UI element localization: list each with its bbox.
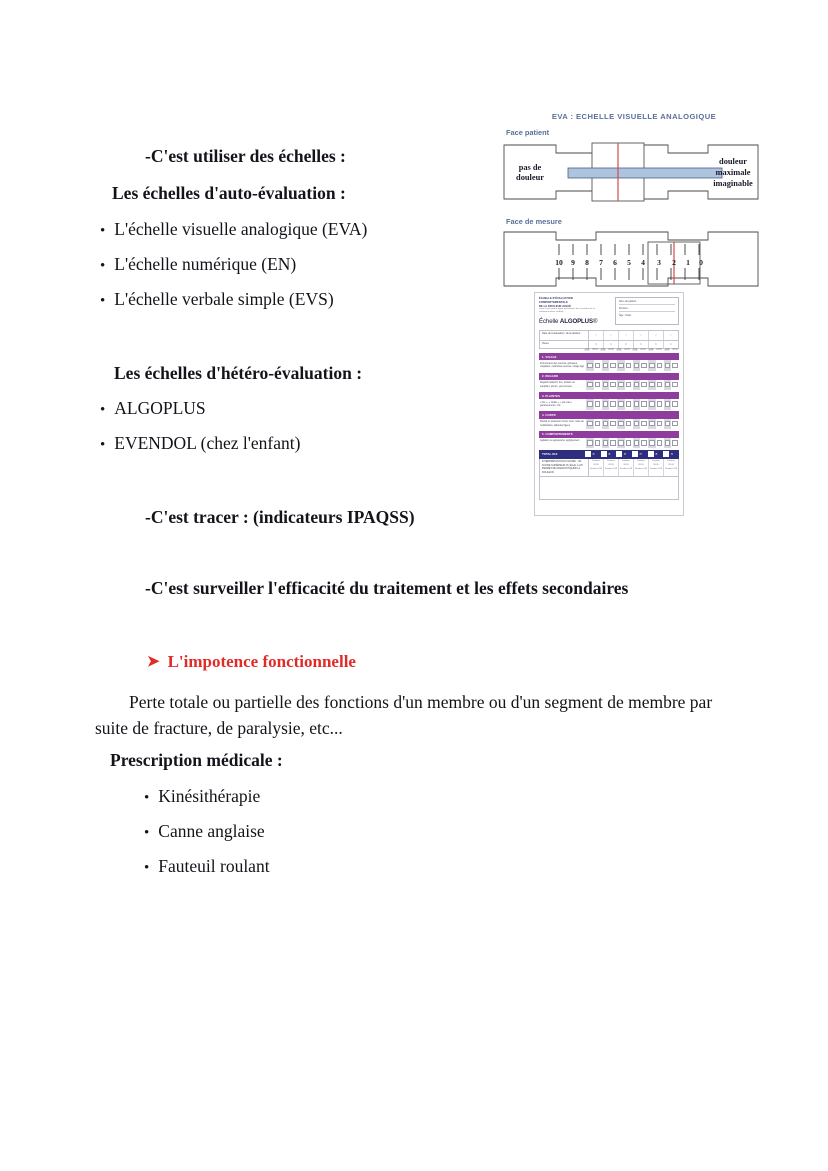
checkbox[interactable] bbox=[634, 440, 639, 445]
algoplus-interpretation-label: INTERPRÉTATION DU SCORE : UN SCORE SUPÉRIEUR OU ÉGAL À 2/5 PERMET DE DIAGNOSTIQUER LA DOULEUR bbox=[540, 459, 589, 476]
table-cell: h bbox=[670, 342, 672, 346]
list-item bbox=[100, 289, 367, 311]
checkbox-column[interactable] bbox=[609, 438, 617, 448]
checkbox-column[interactable] bbox=[586, 360, 594, 371]
heading-hetero-evaluation: Les échelles d'hétéro-évaluation : bbox=[114, 363, 363, 383]
algoplus-meta-cells bbox=[589, 341, 678, 348]
checkbox-column[interactable] bbox=[633, 419, 641, 430]
checkbox[interactable] bbox=[618, 401, 623, 406]
ouinon-pair bbox=[663, 349, 679, 352]
checkbox[interactable] bbox=[603, 382, 608, 387]
algoplus-total-label: TOTAL OUI bbox=[542, 452, 558, 457]
checkbox[interactable] bbox=[618, 363, 623, 368]
algoplus-field-prenom: Prénom : bbox=[619, 307, 675, 312]
eva-face-mesure-diagram bbox=[500, 228, 762, 290]
checkbox[interactable] bbox=[649, 401, 654, 406]
heading-impotence-label: L'impotence fonctionnelle bbox=[167, 652, 356, 671]
table-cell: h bbox=[589, 341, 604, 348]
checkbox[interactable] bbox=[641, 401, 646, 406]
svg-text:10: 10 bbox=[555, 258, 563, 267]
algoplus-kicker-line3: DE LA DOULEUR AIGUË bbox=[539, 304, 571, 308]
algoplus-section-body bbox=[539, 399, 679, 410]
prescription-list bbox=[144, 786, 270, 878]
total-checkbox[interactable] bbox=[585, 451, 591, 457]
svg-text:9: 9 bbox=[571, 258, 575, 267]
checkbox[interactable] bbox=[626, 401, 631, 406]
non-label: NON bbox=[672, 349, 678, 352]
list-item-label: L'échelle visuelle analogique (EVA) bbox=[114, 219, 368, 239]
algoplus-header-left bbox=[539, 297, 611, 325]
checkbox-column[interactable] bbox=[640, 380, 648, 391]
checkbox[interactable] bbox=[610, 440, 615, 445]
checkbox-column[interactable] bbox=[609, 399, 617, 410]
ouinon-pair bbox=[583, 349, 599, 352]
checkbox[interactable] bbox=[587, 421, 592, 426]
bullet-icon: • bbox=[100, 402, 106, 418]
non-label: NON bbox=[608, 349, 614, 352]
eva-face-mesure-label: Face de mesure bbox=[506, 217, 562, 226]
checkbox-column[interactable] bbox=[625, 438, 633, 448]
checkbox-column[interactable] bbox=[640, 438, 648, 448]
checkbox-column[interactable] bbox=[640, 419, 648, 430]
list-item bbox=[100, 398, 300, 420]
checkbox-column[interactable] bbox=[594, 360, 602, 371]
checkbox[interactable] bbox=[634, 382, 639, 387]
algoplus-field-nom: Nom du patient : bbox=[619, 300, 675, 305]
checkbox-column[interactable] bbox=[664, 419, 672, 430]
total-cell bbox=[629, 451, 645, 457]
total-checkbox[interactable] bbox=[601, 451, 607, 457]
checkbox[interactable] bbox=[657, 440, 662, 445]
ouinon-pair bbox=[599, 349, 615, 352]
algoplus-section-band: 5. COMPORTEMENTS bbox=[539, 431, 679, 438]
checkbox[interactable] bbox=[595, 440, 600, 445]
algoplus-brand bbox=[539, 318, 611, 325]
table-cell: / bbox=[604, 331, 619, 340]
svg-text:douleur: douleur bbox=[719, 157, 747, 166]
algoplus-kicker-line2: COMPORTEMENTALE bbox=[539, 300, 568, 304]
list-item-label: EVENDOL (chez l'enfant) bbox=[114, 432, 301, 453]
total-checkbox[interactable] bbox=[616, 451, 622, 457]
oui-label: OUI bbox=[633, 349, 638, 352]
table-cell: h bbox=[604, 341, 619, 348]
checkbox-column[interactable] bbox=[586, 399, 594, 410]
checkbox-column[interactable] bbox=[594, 438, 602, 448]
eva-figure-title: EVA : ECHELLE VISUELLE ANALOGIQUE bbox=[551, 112, 717, 121]
svg-text:douleur: douleur bbox=[516, 173, 544, 182]
checkbox[interactable] bbox=[626, 382, 631, 387]
eva-face-patient-label: Face patient bbox=[506, 128, 550, 137]
ouinon-pair bbox=[615, 349, 631, 352]
checkbox-column[interactable] bbox=[602, 380, 610, 391]
checkbox[interactable] bbox=[595, 382, 600, 387]
svg-text:0: 0 bbox=[699, 258, 703, 267]
checkbox-column[interactable] bbox=[617, 399, 625, 410]
bullet-icon: • bbox=[144, 824, 150, 841]
checkbox[interactable] bbox=[603, 421, 608, 426]
algoplus-blank-tail bbox=[539, 477, 679, 500]
oui-label: OUI bbox=[585, 349, 590, 352]
total-score: /5 bbox=[608, 452, 611, 456]
algoplus-checkbox-grid bbox=[586, 438, 679, 448]
total-cell bbox=[582, 451, 598, 457]
checkbox[interactable] bbox=[595, 401, 600, 406]
heading-prescription-medicale: Prescription médicale : bbox=[110, 750, 283, 770]
checkbox[interactable] bbox=[672, 440, 677, 445]
checkbox[interactable] bbox=[672, 382, 677, 387]
checkbox-column[interactable] bbox=[602, 419, 610, 430]
checkbox-column[interactable] bbox=[664, 438, 672, 448]
checkbox-column[interactable] bbox=[594, 419, 602, 430]
table-cell: h bbox=[649, 341, 664, 348]
eva-scale-figure bbox=[500, 112, 768, 290]
svg-text:2: 2 bbox=[672, 258, 676, 267]
bullet-icon: • bbox=[100, 292, 106, 309]
checkbox[interactable] bbox=[618, 421, 623, 426]
checkbox-column[interactable] bbox=[594, 399, 602, 410]
algoplus-kicker-sub: chez la personne âgée présentant des troubles de la communication verbale bbox=[539, 308, 596, 314]
checkbox[interactable] bbox=[641, 382, 646, 387]
checkbox[interactable] bbox=[603, 363, 608, 368]
algoplus-section-band: 4. CORPS bbox=[539, 411, 679, 418]
bullet-icon: • bbox=[144, 790, 150, 806]
interpretation-cell: Douleur NON Douleur OUI bbox=[604, 459, 619, 476]
svg-text:pas de: pas de bbox=[518, 163, 542, 172]
algoplus-meta-label-date: Date de l'évaluation / de la douleur bbox=[540, 331, 589, 340]
list-item bbox=[100, 254, 367, 276]
total-checkbox[interactable] bbox=[663, 451, 669, 457]
total-cell bbox=[598, 451, 614, 457]
total-score: /5 bbox=[655, 452, 658, 456]
list-item bbox=[144, 786, 270, 808]
bullet-icon: • bbox=[144, 859, 150, 876]
checkbox[interactable] bbox=[610, 421, 615, 426]
heading-auto-evaluation: Les échelles d'auto-évaluation : bbox=[112, 183, 346, 203]
checkbox[interactable] bbox=[603, 440, 608, 445]
checkbox-column[interactable] bbox=[671, 360, 679, 371]
paragraph-impotence-definition: Perte totale ou partielle des fonctions d'un membre ou d'un segment de membre par suite de fracture, de paralysie, etc... bbox=[95, 692, 713, 739]
algoplus-section-body bbox=[539, 380, 679, 391]
checkbox-column[interactable] bbox=[648, 419, 656, 430]
checkbox-column[interactable] bbox=[633, 399, 641, 410]
checkbox[interactable] bbox=[618, 440, 623, 445]
algoplus-total-row bbox=[539, 450, 679, 459]
list-item bbox=[100, 433, 300, 455]
algoplus-meta-table bbox=[539, 330, 679, 352]
checkbox-column[interactable] bbox=[648, 399, 656, 410]
checkbox[interactable] bbox=[657, 363, 662, 368]
algoplus-section-band: 2. REGARD bbox=[539, 373, 679, 380]
ouinon-pair bbox=[631, 349, 647, 352]
total-cell bbox=[613, 451, 629, 457]
algoplus-brand-mark: ® bbox=[592, 317, 598, 325]
checkbox-column[interactable] bbox=[656, 380, 664, 391]
checkbox[interactable] bbox=[595, 363, 600, 368]
list-item-label: L'échelle verbale simple (EVS) bbox=[114, 288, 334, 309]
algoplus-section-band: 1. VISAGE bbox=[539, 353, 679, 360]
checkbox-column[interactable] bbox=[664, 360, 672, 371]
checkbox-column[interactable] bbox=[671, 419, 679, 430]
checkbox-column[interactable] bbox=[609, 360, 617, 371]
table-cell: / bbox=[634, 331, 649, 340]
table-cell: / bbox=[589, 331, 604, 340]
algoplus-section-items: Retrait ou protection d'une zone, refus de mobilisation, attitudes figées bbox=[540, 420, 584, 427]
checkbox[interactable] bbox=[641, 440, 646, 445]
checkbox-column[interactable] bbox=[656, 419, 664, 430]
checkbox[interactable] bbox=[595, 421, 600, 426]
algoplus-meta-cells bbox=[589, 331, 678, 340]
algoplus-ouinon-header bbox=[539, 349, 679, 352]
algoplus-meta-label-heure: Heure bbox=[540, 341, 589, 348]
svg-text:7: 7 bbox=[599, 258, 603, 267]
total-score: /5 bbox=[670, 452, 673, 456]
list-item-label: Fauteuil roulant bbox=[158, 855, 270, 876]
oui-label: OUI bbox=[665, 349, 670, 352]
svg-text:8: 8 bbox=[585, 258, 589, 267]
algoplus-patient-fields bbox=[615, 297, 679, 325]
checkbox[interactable] bbox=[665, 363, 670, 368]
svg-text:3: 3 bbox=[657, 258, 661, 267]
checkbox[interactable] bbox=[672, 363, 677, 368]
checkbox[interactable] bbox=[665, 401, 670, 406]
checkbox[interactable] bbox=[641, 421, 646, 426]
algoplus-section-band: 3. PLAINTES bbox=[539, 392, 679, 399]
checkbox-column[interactable] bbox=[671, 438, 679, 448]
svg-text:6: 6 bbox=[613, 258, 617, 267]
non-label: NON bbox=[640, 349, 646, 352]
checkbox-column[interactable] bbox=[664, 380, 672, 391]
checkbox-column[interactable] bbox=[664, 399, 672, 410]
checkbox-column[interactable] bbox=[633, 360, 641, 371]
total-checkbox[interactable] bbox=[632, 451, 638, 457]
checkbox[interactable] bbox=[626, 440, 631, 445]
algoplus-form-figure bbox=[534, 292, 684, 516]
checkbox[interactable] bbox=[587, 363, 592, 368]
interpretation-cell: Douleur NON Douleur OUI bbox=[664, 460, 678, 470]
checkbox[interactable] bbox=[665, 421, 670, 426]
total-cell bbox=[645, 451, 661, 457]
algoplus-checkbox-grid bbox=[586, 380, 679, 391]
list-item-label: Canne anglaise bbox=[158, 820, 265, 841]
heading-utiliser-echelles: -C'est utiliser des échelles : bbox=[145, 146, 346, 166]
checkbox-column[interactable] bbox=[602, 399, 610, 410]
algoplus-interpretation-cells bbox=[589, 459, 678, 476]
ouinon-pair bbox=[647, 349, 663, 352]
algoplus-checkbox-grid bbox=[586, 360, 679, 371]
total-score: /5 bbox=[623, 452, 626, 456]
svg-text:4: 4 bbox=[641, 258, 645, 267]
checkbox[interactable] bbox=[665, 382, 670, 387]
algoplus-section-body bbox=[539, 438, 679, 448]
bullet-icon: • bbox=[100, 223, 106, 239]
checkbox[interactable] bbox=[649, 363, 654, 368]
checkbox[interactable] bbox=[603, 401, 608, 406]
checkbox[interactable] bbox=[634, 421, 639, 426]
algoplus-brand-prefix: Échelle bbox=[539, 317, 560, 325]
checkbox[interactable] bbox=[665, 440, 670, 445]
checkbox-column[interactable] bbox=[656, 438, 664, 448]
checkbox-column[interactable] bbox=[625, 380, 633, 391]
heading-tracer: -C'est tracer : (indicateurs IPAQSS) bbox=[145, 507, 415, 527]
checkbox[interactable] bbox=[649, 440, 654, 445]
algoplus-ouinon-pad bbox=[539, 349, 583, 352]
algoplus-kicker-line1: ÉCHELLE D'ÉVALUATION bbox=[539, 297, 573, 300]
table-row bbox=[540, 331, 678, 341]
total-score: /5 bbox=[639, 452, 642, 456]
checkbox[interactable] bbox=[626, 363, 631, 368]
checkbox[interactable] bbox=[610, 363, 615, 368]
algoplus-section-items: Agitation ou agressivité, agrippement bbox=[540, 439, 580, 443]
arrow-right-icon: ➤ bbox=[147, 653, 160, 670]
table-row bbox=[540, 341, 678, 348]
svg-text:1: 1 bbox=[686, 258, 690, 267]
checkbox[interactable] bbox=[672, 401, 677, 406]
oui-label: OUI bbox=[617, 349, 622, 352]
checkbox-column[interactable] bbox=[586, 419, 594, 430]
algoplus-total-cells bbox=[582, 451, 676, 457]
checkbox[interactable] bbox=[610, 382, 615, 387]
list-item bbox=[100, 219, 367, 241]
checkbox-column[interactable] bbox=[617, 360, 625, 371]
checkbox-column[interactable] bbox=[633, 380, 641, 391]
checkbox[interactable] bbox=[649, 382, 654, 387]
checkbox-column[interactable] bbox=[586, 380, 594, 391]
non-label: NON bbox=[624, 349, 630, 352]
total-cell bbox=[660, 451, 676, 457]
checkbox[interactable] bbox=[657, 382, 662, 387]
checkbox-column[interactable] bbox=[648, 360, 656, 371]
interpretation-cell: Douleur NON Douleur OUI bbox=[649, 459, 664, 476]
checkbox[interactable] bbox=[641, 363, 646, 368]
interpretation-cell: Douleur NON Douleur OUI bbox=[589, 459, 604, 476]
list-item-label: L'échelle numérique (EN) bbox=[114, 253, 297, 274]
algoplus-field-age-date: Âge : Date : bbox=[619, 313, 633, 317]
checkbox-column[interactable] bbox=[609, 380, 617, 391]
checkbox[interactable] bbox=[657, 421, 662, 426]
checkbox-column[interactable] bbox=[656, 399, 664, 410]
checkbox[interactable] bbox=[634, 363, 639, 368]
checkbox[interactable] bbox=[657, 401, 662, 406]
algoplus-section-body bbox=[539, 419, 679, 430]
svg-text:imaginable: imaginable bbox=[713, 179, 753, 188]
algoplus-checkbox-grid bbox=[586, 419, 679, 430]
checkbox-column[interactable] bbox=[594, 380, 602, 391]
algoplus-section-items: Regard inattentif, fixe, lointain ou suppliant, pleurs, yeux fermés bbox=[540, 381, 575, 388]
total-score: /5 bbox=[592, 452, 595, 456]
algoplus-header bbox=[535, 293, 683, 327]
checkbox-column[interactable] bbox=[617, 438, 625, 448]
algoplus-section-items: « Aïe », « Ouille », « j'ai mal », gémissements, cris bbox=[540, 400, 573, 408]
algoplus-section-items: Froncement des sourcils, grimaces, crispation, mâchoires serrées, visage figé bbox=[540, 361, 584, 369]
checkbox[interactable] bbox=[672, 421, 677, 426]
heading-impotence-fonctionnelle bbox=[147, 652, 356, 672]
algoplus-checkbox-grid bbox=[586, 399, 679, 410]
checkbox-column[interactable] bbox=[602, 438, 610, 448]
non-label: NON bbox=[656, 349, 662, 352]
list-item-label: Kinésithérapie bbox=[158, 786, 261, 806]
checkbox[interactable] bbox=[618, 382, 623, 387]
algoplus-interpretation-row bbox=[539, 459, 679, 477]
checkbox-column[interactable] bbox=[625, 399, 633, 410]
table-cell: / bbox=[649, 331, 664, 340]
bullet-icon: • bbox=[100, 436, 106, 453]
eva-face-patient-diagram bbox=[500, 139, 762, 205]
table-cell: / bbox=[670, 333, 672, 337]
auto-evaluation-list bbox=[100, 219, 367, 311]
interpretation-cell: Douleur NON Douleur OUI bbox=[634, 459, 649, 476]
bullet-icon: • bbox=[100, 257, 106, 274]
checkbox-column[interactable] bbox=[671, 399, 679, 410]
oui-label: OUI bbox=[649, 349, 654, 352]
svg-text:5: 5 bbox=[627, 258, 631, 267]
checkbox-column[interactable] bbox=[648, 380, 656, 391]
table-cell: h bbox=[634, 341, 649, 348]
list-item bbox=[144, 856, 270, 878]
checkbox-column[interactable] bbox=[617, 380, 625, 391]
checkbox[interactable] bbox=[587, 440, 592, 445]
checkbox-column[interactable] bbox=[633, 438, 641, 448]
table-cell: h bbox=[619, 341, 634, 348]
checkbox-column[interactable] bbox=[586, 438, 594, 448]
list-item bbox=[144, 821, 270, 843]
checkbox-column[interactable] bbox=[625, 419, 633, 430]
checkbox-column[interactable] bbox=[609, 419, 617, 430]
algoplus-ouinon-cells bbox=[583, 349, 679, 352]
checkbox-column[interactable] bbox=[640, 399, 648, 410]
checkbox[interactable] bbox=[587, 401, 592, 406]
checkbox-column[interactable] bbox=[656, 360, 664, 371]
checkbox-column[interactable] bbox=[648, 438, 656, 448]
algoplus-kicker bbox=[539, 297, 611, 315]
non-label: NON bbox=[592, 349, 598, 352]
checkbox[interactable] bbox=[610, 401, 615, 406]
checkbox-column[interactable] bbox=[617, 419, 625, 430]
table-cell: / bbox=[619, 331, 634, 340]
checkbox[interactable] bbox=[626, 421, 631, 426]
svg-text:maximale: maximale bbox=[715, 168, 751, 177]
list-item-label: ALGOPLUS bbox=[114, 398, 206, 418]
checkbox[interactable] bbox=[587, 382, 592, 387]
oui-label: OUI bbox=[601, 349, 606, 352]
hetero-evaluation-list bbox=[100, 398, 300, 455]
checkbox-column[interactable] bbox=[671, 380, 679, 391]
algoplus-section-body bbox=[539, 360, 679, 371]
interpretation-cell: Douleur NON Douleur OUI bbox=[619, 459, 634, 476]
checkbox[interactable] bbox=[649, 421, 654, 426]
total-checkbox[interactable] bbox=[648, 451, 654, 457]
checkbox-column[interactable] bbox=[602, 360, 610, 371]
checkbox[interactable] bbox=[634, 401, 639, 406]
checkbox-column[interactable] bbox=[625, 360, 633, 371]
heading-surveiller: -C'est surveiller l'efficacité du traitement et les effets secondaires bbox=[145, 578, 629, 598]
checkbox-column[interactable] bbox=[640, 360, 648, 371]
algoplus-brand-name: ALGOPLUS bbox=[559, 317, 593, 325]
